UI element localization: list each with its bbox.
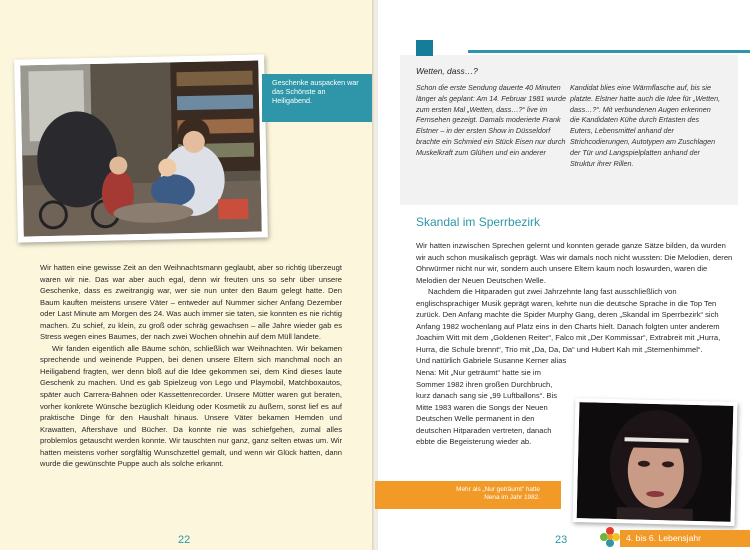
paragraph: Wir hatten eine gewisse Zeit an den Weihnachtsmann geglaubt, aber so richtig überzeugt waren wir nie. Das war aber auch egal, denn wir freuten uns so sehr über unsere Geschenke, dass es zweitrangig war, wer sie nun unter den Baum gelegt hatte. Den Baum kauften meistens unsere Väter – entweder auf Nummer sicher Anfang Dezember oder Last Minute am Morgen des 24. Was auch immer sie taten, sie konnten es nie richtig machen. Zu schief, zu klein, zu groß oder schräg gewachsen – alle Jahre wieder gab es Stress wegen eines Baumes, der nach zwei Wochen ohnehin auf dem Müll landete. (40, 263, 342, 342)
christmas-photo (14, 54, 268, 242)
info-box-title: Wetten, dass…? (416, 66, 478, 76)
page-number-left: 22 (178, 534, 191, 546)
nena-photo (573, 398, 738, 526)
page-number-right: 23 (555, 534, 568, 546)
accent-square (416, 40, 433, 56)
chapter-label: 4. bis 6. Lebensjahr (626, 533, 702, 543)
paragraph: Und natürlich Gabriele Susanne Kerner alias Nena: Mit „Nur geträumt“ hatte sie im Sommer 1982 ihren großen Durchbruch, kurz danach sang sie „99 Luftballons“. Bis Mitte 1983 waren die Songs der Neuen Deutschen Welle permanent in den deutschen Hitparaden vertreten, danach ebbte die Begeisterung wieder ab. (416, 356, 567, 447)
chapter-tab (620, 530, 750, 547)
paragraph: Wir fanden eigentlich alle Bäume schön, schließlich war Weihnachten. Wir bekamen sprechende und weinende Puppen, bei denen unsere Eltern sich manchmal noch an Heiligabend fragten, wer denn bloß auf die Idee gekommen sei, dem Kind dieses laute Geschenk zu machen. Und es gab Spielzeug von Lego und Playmobil, Matchboxautos, später auch Carrera-Bahnen oder Kassettenrecorder. Unsere Mütter waren gut beraten, vorher konkrete Wünsche bezüglich Kleidung oder Kosmetik zu äußern, sonst lief es auf praktische Dinge für den Haushalt hinaus. Unsere Väter bekamen Hemden und Krawatten, Aftershave und Bücher. Da konnte nie was schiefgehen, zumal alles problemlos getauscht werden konnte. Wir tauschten nur ganz, ganz selten etwas um. Wir hatten meistens vorher sorgfältig Wunschzettel gemalt, und wenn wir Glück hatten, dann wurde die gewünschte Puppe auch als solche erkannt. (40, 343, 342, 469)
paragraph: Nachdem die Hitparaden gut zwei Jahrzehnte lang fast ausschließlich von englischsprachiger Musik geprägt waren, kehrte nun die deutsche Sprache in die Top Ten zurück. Den Anfang machte die Spider Murphy Gang, deren „Skandal im Sperrbezirk“ sich Anfang 1982 wochenlang auf Platz eins in den Charts hielt. Danach folgten unter anderem Joachim Witt mit dem „Goldenen Reiter“, Falco mit „Der Kommissar“, Extrabreit mit „Hurra, Hurra, die Schule brennt“, Trio mit „Da, Da, Da“ und Hubert Kah mit „Sternenhimmel“. (416, 287, 721, 354)
paragraph: Wir hatten inzwischen Sprechen gelernt und konnten gerade ganze Sätze bilden, da wurden wir auch schon musikalisch geprägt. Was wir damals noch nicht wussten: Die Melodien, deren Ohrwürmer nicht nur wir, sondern auch unsere Eltern kaum noch loswurden, waren die Melodien der Neuen Deutschen Welle. (416, 241, 733, 285)
accent-bar (468, 50, 750, 53)
photo-caption: Mehr als „Nur geträumt“ hatte Nena im Jahr 1982. (456, 486, 540, 501)
left-body-text (40, 262, 342, 470)
info-box-column-2: Kandidat blies eine Wärmflasche auf, bis sie platzte. Elstner hatte auch die Idee für „Wetten, dass…?“. Mit verbundenen Augen erkennen die Kandidaten Kühe durch Ertasten des Euters, Lebensmittel anhand der Strichcodierungen, Autotypen am Zuschlagen der Tür und Langspielplatten anhand der Struktur ihrer Rillen. (570, 83, 721, 168)
section-heading: Skandal im Sperrbezirk (416, 215, 541, 229)
flower-icon (600, 527, 620, 547)
info-box-column-1: Schon die erste Sendung dauerte 40 Minuten länger als geplant: Am 14. Februar 1981 wurde zum ersten Mal „Wetten, dass…?“ live im Fernsehen gezeigt. Damals moderierte Frank Elstner – in der ersten Show in Düsseldorf brachte ein Schmied ein Stück Eisen nur durch Muskelkraft zum Glühen und ein anderer (416, 83, 566, 157)
photo-caption: Geschenke auspacken war das Schönste an Heiligabend. (272, 78, 359, 105)
